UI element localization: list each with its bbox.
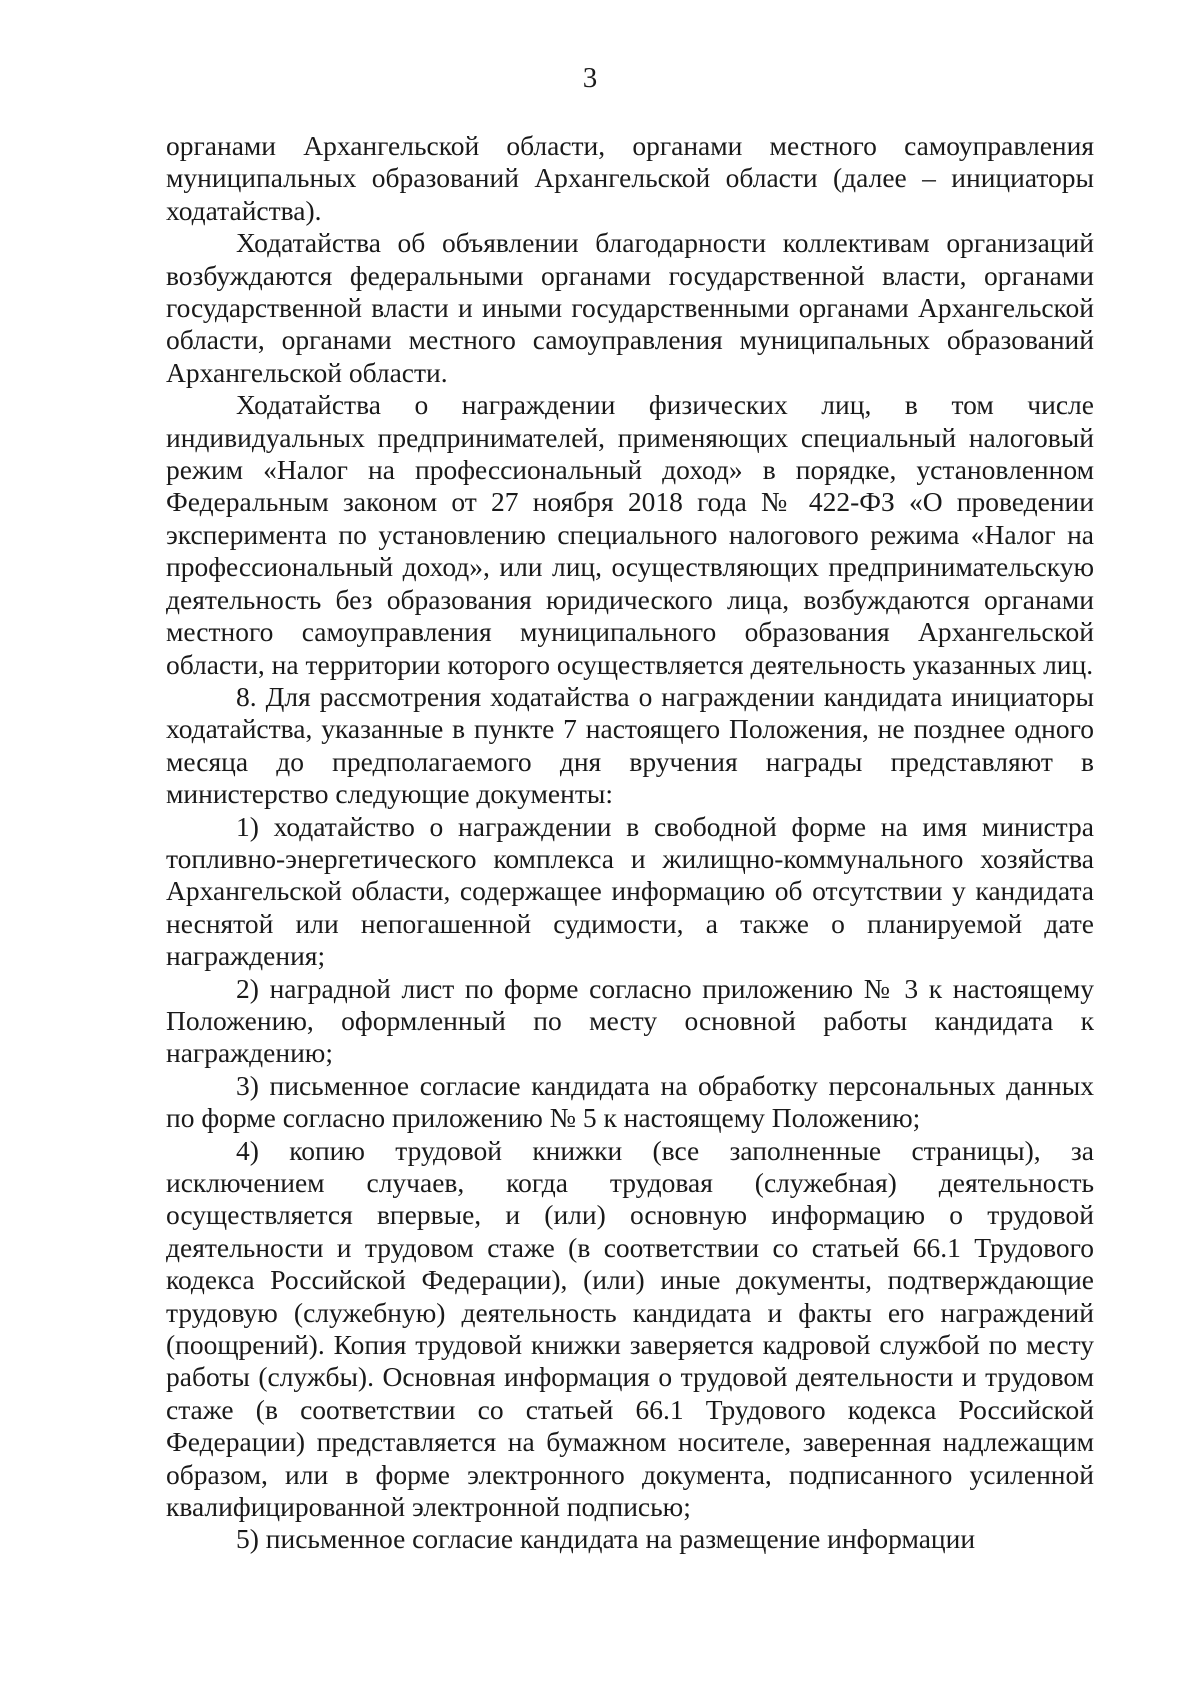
paragraph-clause-8: 8. Для рассмотрения ходатайства о награждении кандидата инициаторы ходатайства, указанные в пункте 7 настоящего Положения, не позднее одного месяца до предполагаемого дня вручения награды представляют в министерство следующие документы: [166, 680, 1094, 810]
list-item-1: 1) ходатайство о награждении в свободной форме на имя министра топливно-энергетического комплекса и жилищно-коммунального хозяйства Архангельской области, содержащее информацию об отсутствии у кандидата неснятой или непогашенной судимости, а также о планируемой дате награждения; [166, 810, 1094, 972]
document-body [166, 130, 1094, 1556]
page-number: 3 [582, 62, 598, 94]
paragraph-individuals-petitions: Ходатайства о награждении физических лиц, в том числе индивидуальных предпринимателей, применяющих специальный налоговый режим «Налог на профессиональный доход» в порядке, установленном Федеральным законом от 27 ноября 2018 года № 422-ФЗ «О проведении эксперимента по установлению специального налогового режима «Налог на профессиональный доход», или лиц, осуществляющих предпринимательскую деятельность без образования юридического лица, возбуждаются органами местного самоуправления муниципального образования Архангельской области, на территории которого осуществляется деятельность указанных лиц. [166, 389, 1094, 680]
list-item-5: 5) письменное согласие кандидата на размещение информации [236, 1523, 976, 1555]
list-item-4: 4) копию трудовой книжки (все заполненные страницы), за исключением случаев, когда трудовая (служебная) деятельность осуществляется впервые, и (или) основную информацию о трудовой деятельности и трудовом стаже (в соответствии со статьей 66.1 Трудового кодекса Российской Федерации), (или) иные документы, подтверждающие трудовую (служебную) деятельность кандидата и факты его награждений (поощрений). Копия трудовой книжки заверяется кадровой службой по месту работы (службы). Основная информация о трудовой деятельности и трудовом стаже (в соответствии со статьей 66.1 Трудового кодекса Российской Федерации) представляется на бумажном носителе, заверенная надлежащим образом, или в форме электронного документа, подписанного усиленной квалифицированной электронной подписью; [166, 1134, 1094, 1523]
list-item-3: 3) письменное согласие кандидата на обработку персональных данных по форме согласно приложению № 5 к настоящему Положению; [166, 1069, 1094, 1134]
paragraph-continuation: органами Архангельской области, органами местного самоуправления муниципальных образований Архангельской области (далее – инициаторы ходатайства). [166, 130, 1094, 226]
paragraph-gratitude-petitions: Ходатайства об объявлении благодарности коллективам организаций возбуждаются федеральными органами государственной власти, органами государственной власти и иными государственными органами Архангельской области, органами местного самоуправления муниципальных образований Архангельской области. [166, 227, 1094, 388]
list-item-2: 2) наградной лист по форме согласно приложению № 3 к настоящему Положению, оформленный по месту основной работы кандидата к награждению; [166, 972, 1094, 1069]
